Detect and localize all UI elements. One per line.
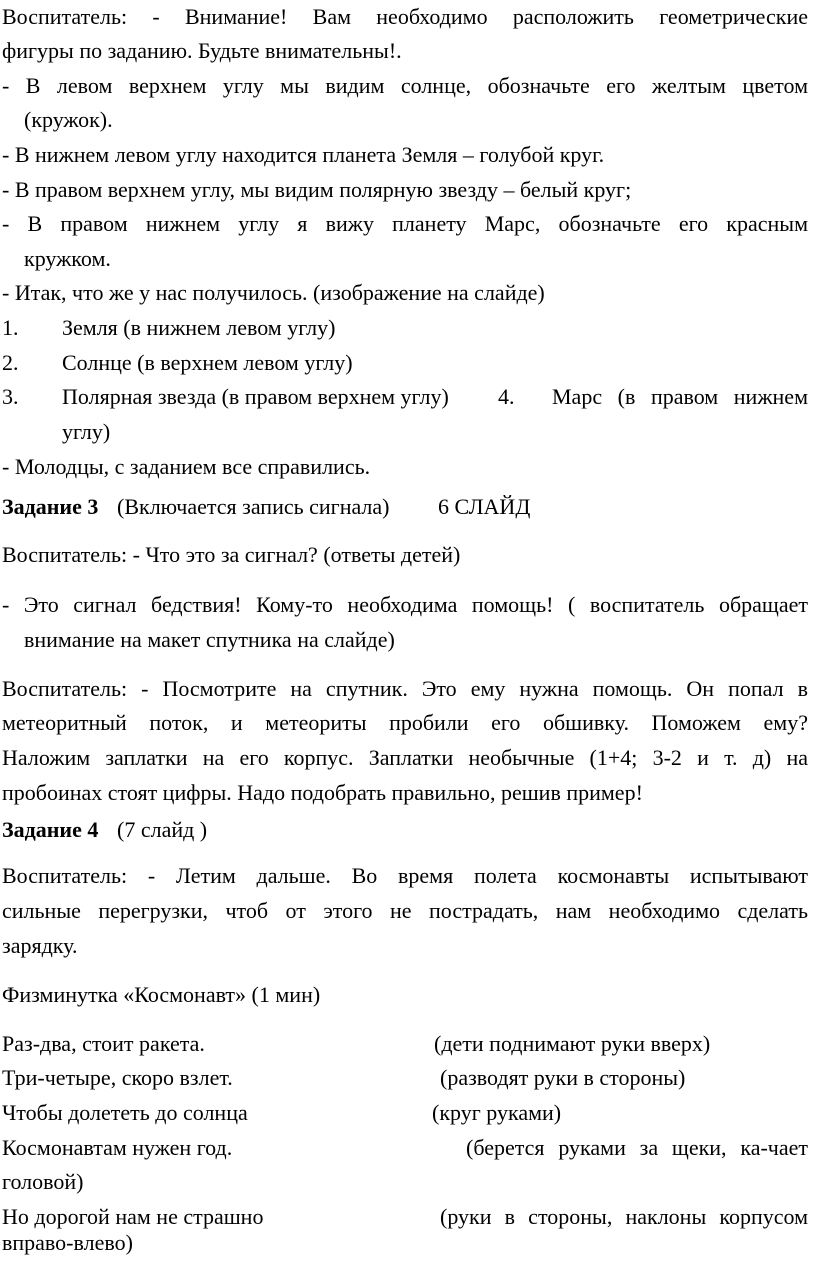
list-item-1: Земля (в нижнем левом углу) xyxy=(62,315,336,340)
verse-action: (круг руками) xyxy=(432,1100,562,1125)
verse-line: Раз-два, стоит ракета. xyxy=(2,1031,205,1056)
list-item-4: Марс (в правом нижнем xyxy=(552,384,808,409)
task4-para-line-1: Воспитатель: - Летим дальше. Во время полета космонавты испытывают xyxy=(2,863,808,888)
task3-answer-cont: внимание на макет спутника на слайде) xyxy=(24,627,395,652)
task3-answer: - Это сигнал бедствия! Кому-то необходима помощь! ( воспитатель обращает xyxy=(2,592,808,617)
verse-action-cont: вправо-влево) xyxy=(2,1230,133,1255)
verse-line: Но дорогой нам не страшно xyxy=(2,1204,264,1229)
bullet-star: - В правом верхнем углу, мы видим полярную звезду – белый круг; xyxy=(2,177,632,202)
verse-line: Космонавтам нужен год. xyxy=(2,1135,233,1160)
list-number-2: 2. xyxy=(2,350,19,375)
list-number-4: 4. xyxy=(498,384,515,409)
task3-title: Задание 3 xyxy=(2,494,99,519)
verse-line: Чтобы долететь до солнца xyxy=(2,1100,248,1125)
verse-action: (дети поднимают руки вверх) xyxy=(434,1031,711,1056)
task3-para-line-4: пробоинах стоят цифры. Надо подобрать правильно, решив пример! xyxy=(2,780,643,805)
task4-desc: (7 слайд ) xyxy=(117,817,208,842)
list-item-2: Солнце (в верхнем левом углу) xyxy=(62,350,353,375)
bullet-mars: - В правом нижнем углу я вижу планету Марс, обозначьте его красным xyxy=(2,211,808,236)
intro-line-2: фигуры по заданию. Будьте внимательны!. xyxy=(2,38,402,63)
task4-title: Задание 4 xyxy=(2,817,99,842)
bullet-result: - Итак, что же у нас получилось. (изображение на слайде) xyxy=(2,280,545,305)
list-item-3: Полярная звезда (в правом верхнем углу) xyxy=(62,384,449,409)
verse-line: Три-четыре, скоро взлет. xyxy=(2,1065,233,1090)
task3-para-line-2: метеоритный поток, и метеориты пробили его обшивку. Поможем ему? xyxy=(2,710,808,735)
task3-para-line-3: Наложим заплатки на его корпус. Заплатки необычные (1+4; 3-2 и т. д) на xyxy=(2,745,808,770)
bullet-earth: - В нижнем левом углу находится планета Земля – голубой круг. xyxy=(2,142,605,167)
list-item-4-cont: углу) xyxy=(62,419,111,444)
bullet-mars-cont: кружком. xyxy=(24,246,111,271)
task3-desc: (Включается запись сигнала) xyxy=(117,494,390,519)
task3-question: Воспитатель: - Что это за сигнал? (ответы детей) xyxy=(2,542,461,567)
verse-action: (берется руками за щеки, ка-чает xyxy=(466,1135,808,1160)
verse-action-cont: головой) xyxy=(2,1169,84,1194)
well-done: - Молодцы, с заданием все справились. xyxy=(2,454,371,479)
bullet-sun-cont: (кружок). xyxy=(24,107,113,132)
intro-line-1: Воспитатель: - Внимание! Вам необходимо расположить геометрические xyxy=(2,4,808,29)
list-number-1: 1. xyxy=(2,315,19,340)
bullet-sun: - В левом верхнем углу мы видим солнце, обозначьте его желтым цветом xyxy=(2,73,808,98)
task3-para-line-1: Воспитатель: - Посмотрите на спутник. Это ему нужна помощь. Он попал в xyxy=(2,676,808,701)
list-number-3: 3. xyxy=(2,384,19,409)
fizminutka-title: Физминутка «Космонавт» (1 мин) xyxy=(2,982,321,1007)
verse-action: (разводят руки в стороны) xyxy=(440,1065,686,1090)
task4-para-line-3: зарядку. xyxy=(2,933,78,958)
task3-slide: 6 СЛАЙД xyxy=(438,494,531,519)
task4-para-line-2: сильные перегрузки, чтоб от этого не пострадать, нам необходимо сделать xyxy=(2,898,808,923)
verse-action: (руки в стороны, наклоны корпусом xyxy=(440,1204,808,1229)
